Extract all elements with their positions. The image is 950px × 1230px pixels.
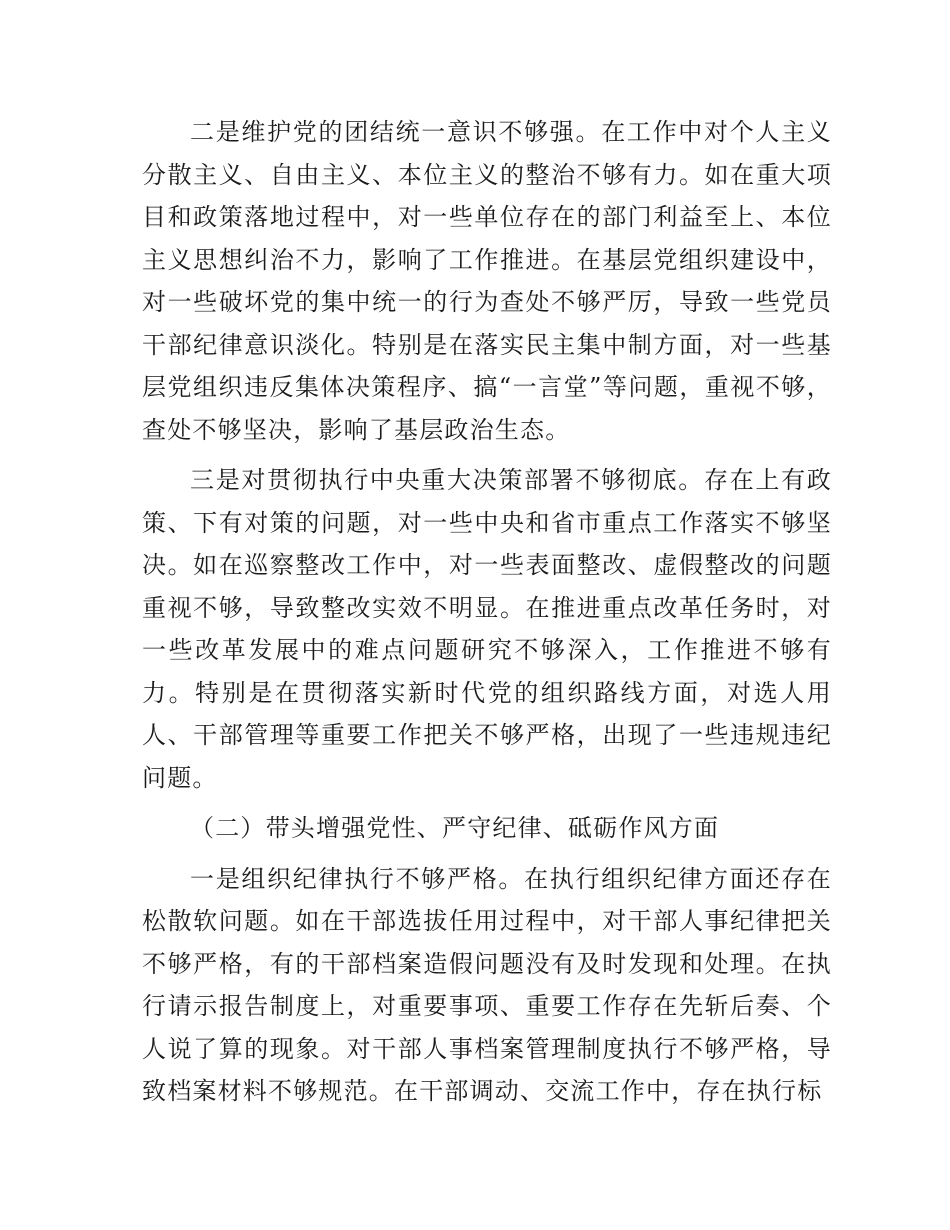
paragraph-unity-awareness: 二是维护党的团结统一意识不够强。在工作中对个人主义分散主义、自由主义、本位主义的整治不够有力。如在重大项目和政策落地过程中，对一些单位存在的部门利益至上、本位主义思想纠治不力，影响了工作推进。在基层党组织建设中，对一些破坏党的集中统一的行为查处不够严厉，导致一些党员干部纪律意识淡化。特别是在落实民主集中制方面，对一些基层党组织违反集体决策程序、搞“一言堂”等问题，重视不够，查处不够坚决，影响了基层政治生态。 [142,118,832,444]
paragraph-organizational-discipline: 一是组织纪律执行不够严格。在执行组织纪律方面还存在松散软问题。如在干部选拔任用过程中，对干部人事纪律把关不够严格，有的干部档案造假问题没有及时发现和处理。在执行请示报告制度上，对重要事项、重要工作存在先斩后奏、个人说了算的现象。对干部人事档案管理制度执行不够严格，导致档案材料不够规范。在干部调动、交流工作中，存在执行标 [142,864,832,1105]
paragraph-central-decisions: 三是对贯彻执行中央重大决策部署不够彻底。存在上有政策、下有对策的问题，对一些中央和省市重点工作落实不够坚决。如在巡察整改工作中，对一些表面整改、虚假整改的问题重视不够，导致整改实效不明显。在推进重点改革任务时，对一些改革发展中的难点问题研究不够深入，工作推进不够有力。特别是在贯彻落实新时代党的组织路线方面，对选人用人、干部管理等重要工作把关不够严格，出现了一些违规违纪问题。 [142,466,832,792]
document-body [142,111,832,1121]
section-heading-party-spirit: （二）带头增强党性、严守纪律、砥砺作风方面 [190,814,720,842]
